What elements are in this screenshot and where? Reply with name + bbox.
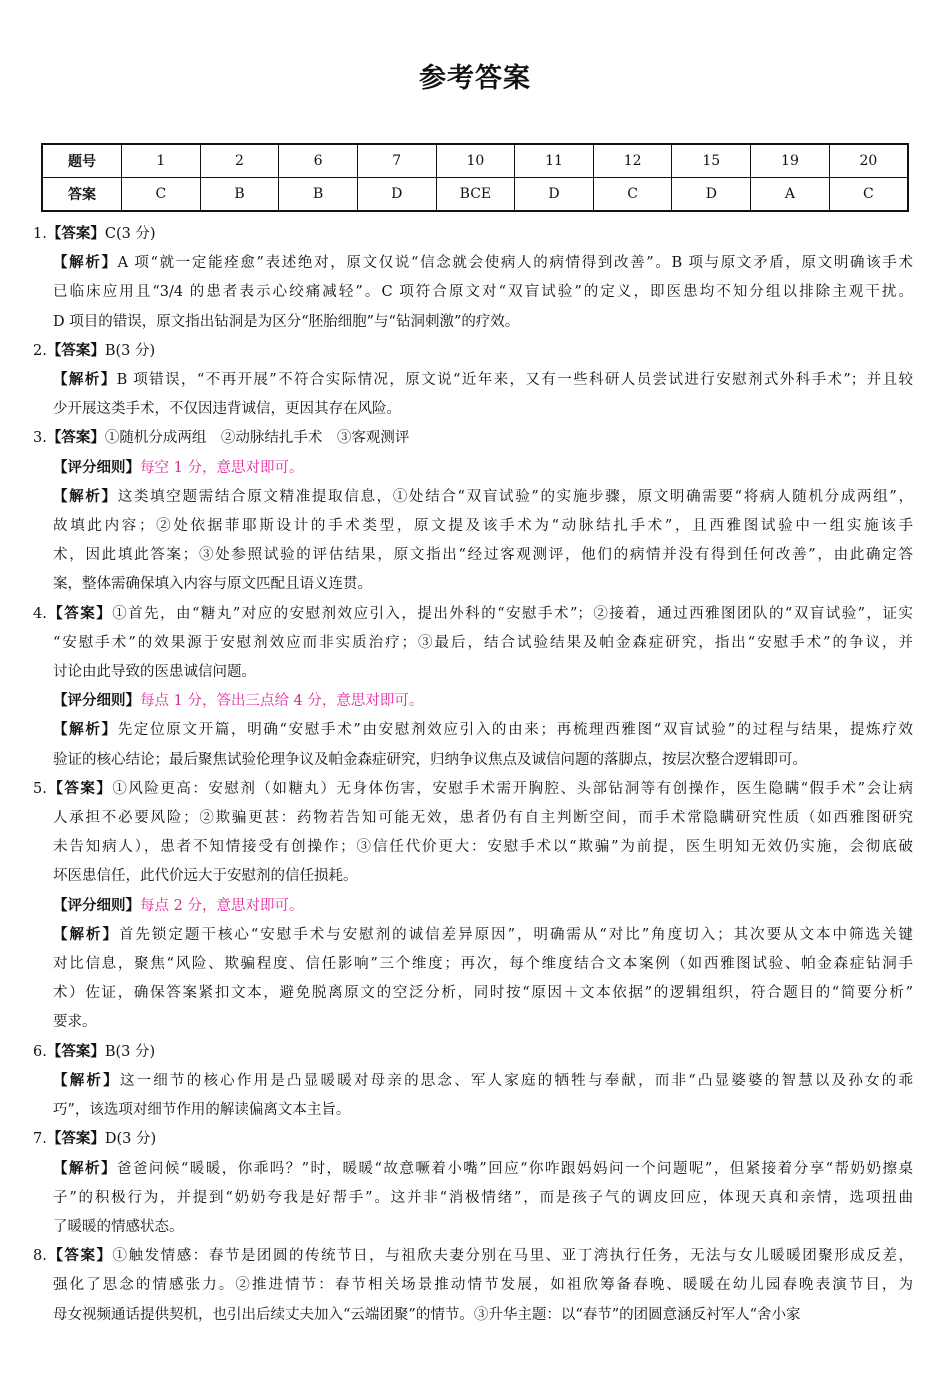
answer-text: C(3 分) [104,226,156,242]
answer-line [33,337,913,366]
question-number: 8. [33,1248,47,1265]
analysis-line [33,278,913,307]
analysis-text: 爸爸问候“暖暖，你乖吗？”时，暖暖“故意噘着小嘴”回应“你咋跟妈妈问一个问题呢”，但紧接着分享“帮奶奶擦桌 [116,1160,913,1177]
analysis-line [33,950,913,979]
question-block [33,1038,913,1126]
answer-line [33,424,913,453]
scoring-tag: 【评分细则】 [53,897,140,914]
answer-text: 未告知病人），患者不知情接受有创操作；③信任代价更大：安慰手术以“欺骗”为前提，医生明知无效仍实施，会彻底破 [53,839,913,856]
analysis-text: 已临床应用且“3/4 的患者表示心绞痛减轻”。C 项符合原文对“双盲试验”的定义，即医患均不知分组以排除主观干扰。 [53,284,913,301]
answer-table-answer-row [42,178,908,212]
answer-text: 讨论由此导致的医患诚信问题。 [53,664,256,681]
analysis-line [33,921,913,950]
question-number-cell: 11 [515,144,594,178]
question-number-cell: 10 [436,144,515,178]
answer-cell: C [829,178,908,212]
answer-line [33,600,913,629]
analysis-text: 要求。 [53,1014,97,1031]
answer-content [33,220,913,1330]
analysis-text: 案，整体需确保填入内容与原文匹配且语义连贯。 [53,576,372,593]
question-number: 5. [33,780,47,797]
analysis-line [33,249,913,278]
row-label-answer: 答案 [42,178,122,212]
question-number-cell: 20 [829,144,908,178]
answer-line [33,1271,913,1300]
answer-cell: C [593,178,672,212]
analysis-tag: 【解析】 [53,372,117,389]
question-block [33,424,913,599]
analysis-text: 术）佐证，确保答案紧扣文本，避免脱离原文的空泛分析，同时按“原因＋文本依据”的逻辑组织，符合题目的“简要分析” [53,985,913,1002]
answer-text: “安慰手术”的效果源于安慰剂效应而非实质治疗；③最后，结合试验结果及帕金森症研究，指出“安慰手术”的争议，并 [53,634,913,651]
answer-text: ①首先，由“糖丸”对应的安慰剂效应引入，提出外科的“安慰手术”；②接着，通过西雅图团队的“双盲试验”，证实 [112,605,913,622]
question-number: 1. [33,226,47,242]
analysis-line [33,979,913,1008]
question-block [33,1242,913,1330]
answer-line [33,833,913,862]
analysis-text: 验证的核心结论；最后聚焦试验伦理争议及帕金森症研究，归纳争议焦点及诚信问题的落脚点，按层次整合逻辑即可。 [53,751,807,768]
question-number: 3. [33,430,47,447]
question-number-cell: 12 [593,144,672,178]
answer-line [33,1301,913,1330]
question-number: 4. [33,605,47,622]
analysis-tag: 【解析】 [53,722,118,739]
analysis-tag: 【解析】 [53,255,118,272]
answer-cell: B [200,178,279,212]
question-number-cell: 2 [200,144,279,178]
answer-text: 坏医患信任，此代价远大于安慰剂的信任损耗。 [53,868,358,885]
question-number: 7. [33,1131,47,1148]
answer-text: 人承担不必要风险；②欺骗更甚：药物若告知可能无效，患者仍有自主判断空间，而手术常隐瞒研究性质（如西雅图研究 [53,810,913,827]
analysis-line [33,1096,913,1125]
question-number: 6. [33,1043,47,1060]
analysis-line [33,746,913,775]
scoring-tag: 【评分细则】 [53,459,140,476]
answer-cell: C [122,178,201,212]
analysis-text: A 项“就一定能痊愈”表述绝对，原文仅说“信念就会使病人的病情得到改善”。B 项与原文矛盾，原文明确该手术 [117,255,913,272]
analysis-tag: 【解析】 [53,1160,117,1177]
answer-tag: 【答案】 [46,605,113,622]
answer-text: 母女视频通话提供契机，也引出后续丈夫加入“云端团聚”的情节。③升华主题：以“春节”的团圆意涵反衬军人“舍小家 [53,1306,801,1323]
answer-line [33,1038,913,1067]
analysis-line [33,308,913,337]
answer-tag: 【答案】 [46,342,105,359]
answer-text: ①风险更高：安慰剂（如糖丸）无身体伤害，安慰手术需开胸腔、头部钻洞等有创操作，医生隐瞒“假手术”会让病 [112,780,913,797]
answer-line [33,629,913,658]
answer-tag: 【答案】 [46,780,113,797]
analysis-line [33,512,913,541]
scoring-tag: 【评分细则】 [53,693,140,710]
analysis-text: 故填此内容；②处依据菲耶斯设计的手术类型，原文提及该手术为“动脉结扎手术”，且西雅图试验中一组实施该手 [53,518,913,535]
analysis-tag: 【解析】 [53,1072,120,1089]
question-block [33,600,913,775]
analysis-text: 对比信息，聚焦“风险、欺骗程度、信任影响”三个维度；再次，每个维度结合文本案例（如西雅图试验、帕金森症钻洞手 [53,956,913,973]
answer-line [33,804,913,833]
question-block [33,337,913,425]
question-block [33,1125,913,1242]
analysis-line [33,1008,913,1037]
analysis-line [33,395,913,424]
answer-text: B(3 分) [104,342,156,359]
question-number-cell: 19 [751,144,830,178]
answer-tag: 【答案】 [46,226,105,242]
question-block [33,220,913,337]
answer-line [33,775,913,804]
analysis-line [33,366,913,395]
answer-cell: B [279,178,358,212]
question-number-cell: 7 [357,144,436,178]
analysis-text: 子”的积极行为，并提到“奶奶夸我是好帮手”。这并非“消极情绪”，而是孩子气的调皮回应，体现天真和亲情，选项扭曲 [53,1189,913,1206]
scoring-text: 每点 2 分，意思对即可。 [140,897,304,914]
question-number: 2. [33,342,47,359]
analysis-text: 这类填空题需结合原文精准提取信息，①处结合“双盲试验”的实施步骤，原文明确需要“将病人随机分成两组”， [117,488,913,505]
scoring-line [33,687,913,716]
analysis-text: 这一细节的核心作用是凸显暖暖对母亲的思念、军人家庭的牺牲与奉献，而非“凸显婆婆的智慧以及孙女的乖 [119,1072,913,1089]
answer-line [33,1125,913,1154]
analysis-line [33,541,913,570]
answer-text: B(3 分) [104,1043,156,1060]
analysis-line [33,1213,913,1242]
answer-text: D(3 分) [104,1131,157,1148]
scoring-text: 每点 1 分，答出三点给 4 分，意思对即可。 [140,693,424,710]
question-number-cell: 6 [279,144,358,178]
analysis-line [33,483,913,512]
analysis-text: 了暖暖的情感状态。 [53,1218,184,1235]
scoring-text: 每空 1 分，意思对即可。 [140,459,304,476]
scoring-line [33,454,913,483]
analysis-line [33,1184,913,1213]
answer-cell: D [357,178,436,212]
analysis-line [33,1067,913,1096]
answer-cell: A [751,178,830,212]
analysis-line [33,716,913,745]
analysis-line [33,1155,913,1184]
analysis-tag: 【解析】 [53,926,119,943]
analysis-text: 术，因此填此答案；③处参照试验的评估结果，原文指出“经过客观测评，他们的病情并没有得到任何改善”，由此确定答 [53,547,913,564]
answer-line [33,1242,913,1271]
analysis-line [33,570,913,599]
answer-line [33,220,913,249]
answer-table [41,143,909,212]
row-label-number: 题号 [42,144,122,178]
answer-text: ①触发情感：春节是团圆的传统节日，与祖欣夫妻分别在马里、亚丁湾执行任务，无法与女儿暖暖团聚形成反差， [112,1248,913,1265]
analysis-text: 先定位原文开篇，明确“安慰手术”由安慰剂效应引入的由来；再梳理西雅图“双盲试验”的过程与结果，提炼疗效 [117,722,913,739]
analysis-text: 巧”，该选项对细节作用的解读偏离文本主旨。 [53,1102,351,1119]
answer-cell: D [515,178,594,212]
analysis-text: B 项错误，“不再开展”不符合实际情况，原文说“近年来，又有一些科研人员尝试进行安慰剂式外科手术”；并且较 [116,372,913,389]
question-number-cell: 1 [122,144,201,178]
answer-line [33,658,913,687]
answer-tag: 【答案】 [46,1248,113,1265]
answer-tag: 【答案】 [46,1131,105,1148]
answer-tag: 【答案】 [46,1043,105,1060]
question-block [33,775,913,1038]
scoring-line [33,892,913,921]
page-title: 参考答案 [419,63,531,94]
answer-table-number-row [42,144,908,178]
answer-tag: 【答案】 [46,430,105,447]
answer-text: 强化了思念的情感张力。②推进情节：春节相关场景推动情节发展，如祖欣筹备春晚、暖暖在幼儿园春晚表演节目，为 [53,1277,913,1294]
analysis-text: 少开展这类手术，不仅因违背诚信，更因其存在风险。 [53,401,401,418]
answer-cell: D [672,178,751,212]
answer-cell: BCE [436,178,515,212]
answer-text: ①随机分成两组 ②动脉结扎手术 ③客观测评 [104,430,410,447]
analysis-text: 首先锁定题干核心“安慰手术与安慰剂的诚信差异原因”，明确需从“对比”角度切入；其次要从文本中筛选关键 [118,926,913,943]
analysis-tag: 【解析】 [53,488,118,505]
analysis-text: D 项目的错误，原文指出钻洞是为区分“胚胎细胞”与“钻洞刺激”的疗效。 [53,313,520,330]
question-number-cell: 15 [672,144,751,178]
answer-line [33,862,913,891]
